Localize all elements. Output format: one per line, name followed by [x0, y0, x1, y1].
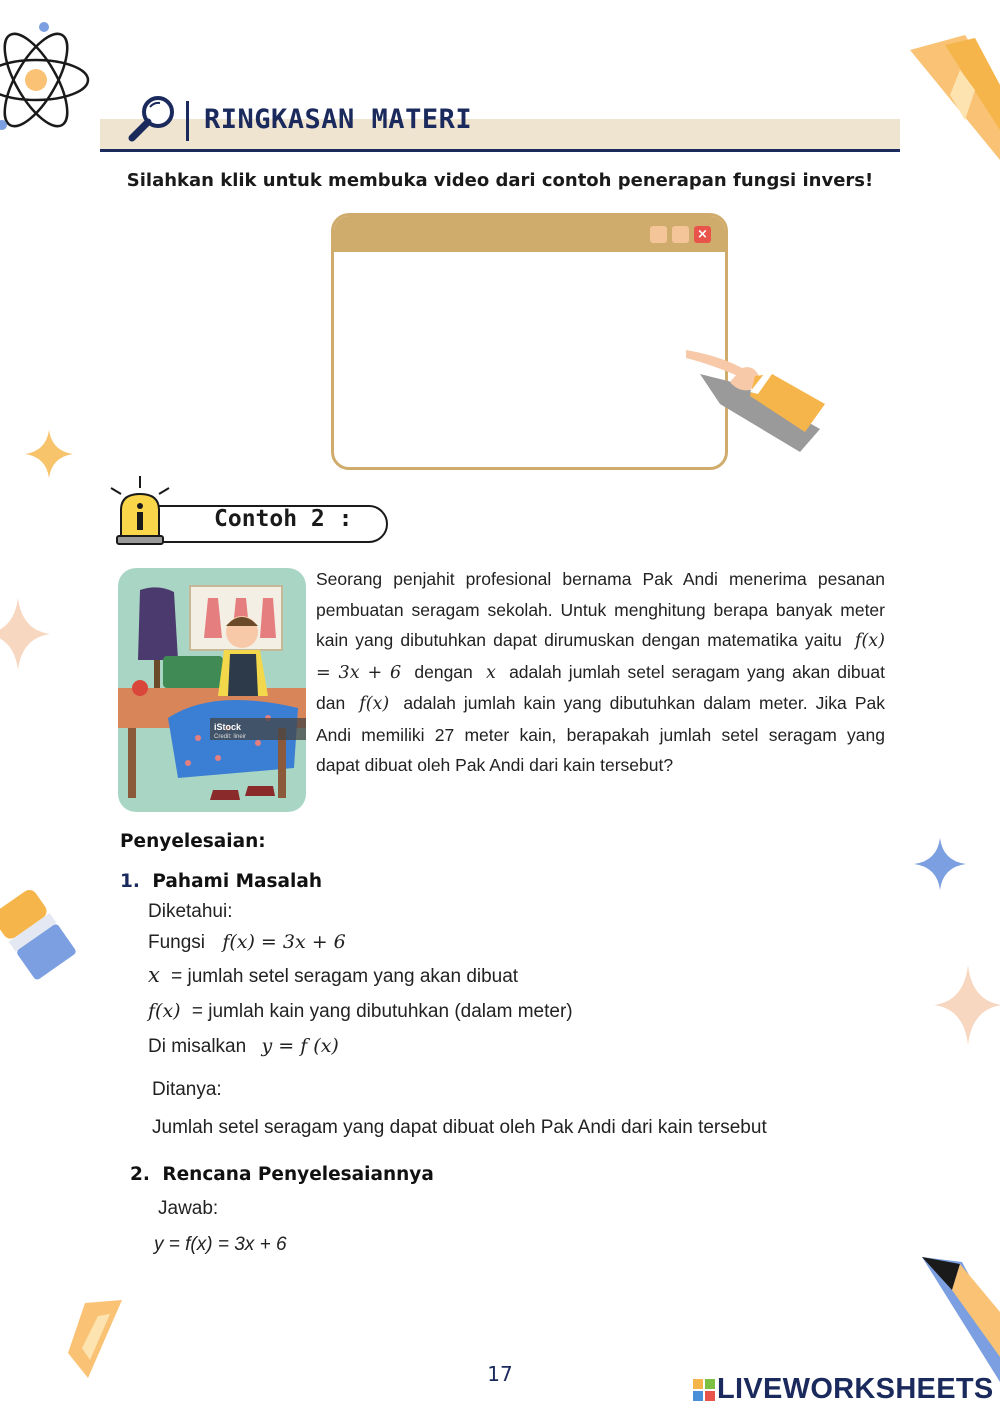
tailor-illustration — [118, 568, 306, 812]
header-underline — [100, 149, 900, 152]
close-icon: × — [694, 226, 711, 243]
asked-text: Jumlah setel seragam yang dapat dibuat oleh Pak Andi dari kain tersebut — [152, 1117, 767, 1138]
image-credit: Credit: lineir — [214, 734, 247, 740]
sparkle-icon — [25, 430, 73, 478]
fx-description: = jumlah kain yang dibutuhkan (dalam meter) — [191, 1001, 573, 1022]
variable-fx: f(x) — [359, 694, 390, 714]
step2-heading — [130, 1164, 434, 1185]
solution-heading: Penyelesaian: — [120, 831, 266, 852]
fungsi-formula: f(x) = 3x + 6 — [222, 931, 346, 953]
sparkle-icon — [914, 838, 966, 890]
problem-formula: f(x) = 3x + 6 — [316, 631, 885, 683]
known-label: Diketahui: — [148, 901, 233, 922]
answer-formula: y = f(x) = 3x + 6 — [154, 1234, 287, 1255]
answer-label: Jawab: — [158, 1198, 219, 1219]
liveworksheets-brand: LIVEWORKSHEETS — [717, 1373, 994, 1405]
sparkle-icon — [934, 965, 1000, 1045]
x-symbol: x — [148, 963, 160, 987]
x-definition — [148, 963, 518, 988]
problem-text-part: adalah jumlah kain yang dibutuhkan dalam meter. Jika Pak Andi memiliki 27 meter kain, berapakah jumlah setel seragam yang dapat dibuat oleh Pak Andi dari kain tersebut? — [316, 693, 885, 775]
problem-text-part: adalah jumlah setel seragam yang akan dibuat dan — [316, 661, 885, 713]
pointing-hand-icon — [680, 334, 830, 459]
liveworksheets-mark-icon — [693, 1379, 715, 1401]
image-watermark: iStock — [214, 722, 242, 732]
video-player[interactable] — [331, 213, 728, 470]
misal-label: Di misalkan — [148, 1036, 247, 1057]
x-description: = jumlah setel seragam yang akan dibuat — [171, 966, 519, 987]
atom-icon — [0, 10, 110, 150]
fungsi-label: Fungsi — [148, 932, 206, 953]
problem-text-part: Seorang penjahit profesional bernama Pak Andi menerima pesanan pembuatan seragam sekolah. Untuk menghitung berapa banyak meter kain yang dibutuhkan dapat dirumuskan dengan matematika yaitu — [316, 569, 885, 650]
video-titlebar — [334, 216, 725, 252]
instruction-text: Silahkan klik untuk membuka video dari contoh penerapan fungsi invers! — [126, 170, 874, 191]
liveworksheets-logo[interactable] — [693, 1373, 994, 1406]
fx-symbol: f(x) — [148, 1000, 181, 1022]
magnifier-icon — [126, 93, 178, 145]
step1-heading — [120, 871, 322, 892]
header-divider — [186, 101, 189, 141]
fx-definition — [148, 1000, 573, 1023]
info-light-icon — [105, 474, 175, 550]
minimize-icon — [650, 226, 667, 243]
paper-scroll-icon — [905, 30, 1000, 170]
example-label: Contoh 2 : — [214, 506, 353, 532]
eraser-icon — [0, 872, 77, 982]
step1-number: 1. — [120, 871, 140, 892]
step2-number: 2. — [130, 1164, 150, 1185]
misal-formula: y = f (x) — [261, 1035, 339, 1057]
maximize-icon — [672, 226, 689, 243]
fungsi-line — [148, 931, 346, 954]
asked-label: Ditanya: — [152, 1079, 222, 1100]
problem-text-part: dengan — [414, 661, 473, 682]
step1-title: Pahami Masalah — [152, 871, 323, 892]
misal-line — [148, 1035, 339, 1058]
step2-title: Rencana Penyelesaiannya — [162, 1164, 434, 1185]
variable-x: x — [485, 662, 496, 683]
problem-paragraph — [316, 564, 885, 781]
sparkle-icon — [0, 598, 50, 670]
page-number: 17 — [487, 1362, 513, 1386]
section-title: RINGKASAN MATERI — [204, 104, 473, 135]
